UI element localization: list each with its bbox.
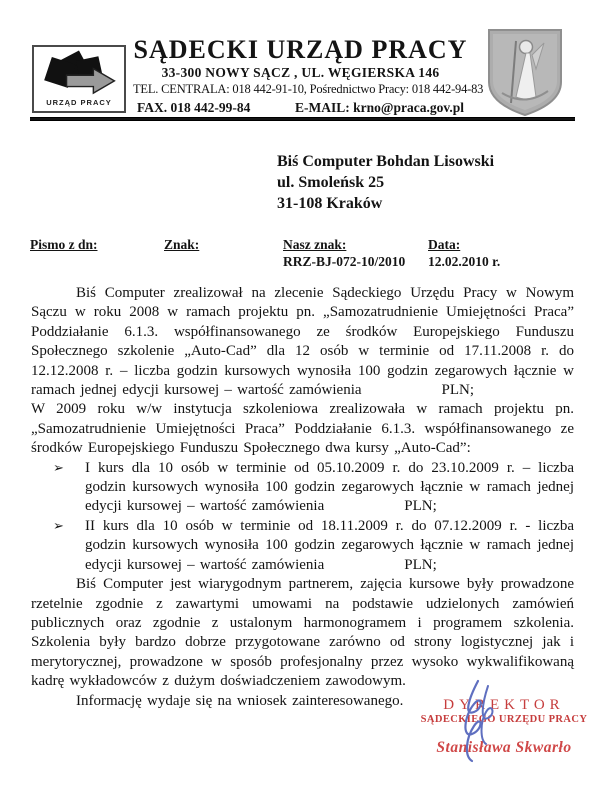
org-email: E-MAIL: krno@praca.gov.pl [295, 100, 464, 115]
paragraph-2008-text: Biś Computer zrealizował na zlecenie Sądeckiego Urzędu Pracy w Nowym Sączu w roku 2008 w ramach projektu pn. „Samozatrudnienie Umiejętności Praca” Poddziałanie 6.1.3. współfinansowanego ze środków Europejskiego Funduszu Społecznego szkolenie „Auto-Cad” dla 12 osób w terminie od 17.11.2008 r. do 12.12.2008 r. – liczba godzin kursowych wynosiła 100 godzin zegarowych łącznie w ramach jednej edycji kursowej – wartość zamówienia [31, 285, 574, 399]
ref-their-sign [164, 237, 199, 253]
list-item-course-1 [31, 459, 574, 517]
org-address: 33-300 NOWY SĄCZ , UL. WĘGIERSKA 146 [161, 65, 440, 80]
ref-date-value: 12.02.2010 r. [428, 254, 501, 269]
arrow-bullet-icon: ➢ [53, 460, 64, 476]
org-name: SĄDECKI URZĄD PRACY [133, 35, 468, 64]
recipient-street: ul. Smoleńsk 25 [277, 174, 385, 191]
director-name: Stanisława Skwarło [436, 739, 572, 756]
paragraph-2008-pln: PLN; [441, 382, 475, 399]
city-crest-icon [486, 27, 564, 117]
paragraph-closing: Informację wydaje się na wniosek zainteresowanego. [76, 692, 404, 709]
paragraph-2009-intro: W 2009 roku w/w instytucja szkoleniowa zrealizowała w ramach projektu pn. „Samozatrudnienie Umiejętności Praca” Poddziałanie 6.1.3. współfinansowanego ze środków Europejskiego Funduszu Społecznego dwa kursy „Auto-Cad”: [31, 401, 574, 457]
list-item-course-2 [31, 517, 574, 575]
urzad-pracy-logo-caption: URZĄD PRACY [46, 98, 112, 107]
arrow-bullet-icon: ➢ [53, 518, 64, 534]
stamp-subtitle: SĄDECKIEGO URZĘDU PRACY [420, 714, 588, 725]
org-fax: FAX. 018 442-99-84 [137, 100, 251, 115]
course-1-pln: PLN; [404, 498, 437, 515]
ref-date [428, 237, 500, 270]
letter-body [31, 284, 574, 711]
urzad-pracy-logo [32, 45, 126, 113]
org-fax-email-line [133, 99, 468, 116]
ref-our-sign [283, 237, 405, 270]
paragraph-recommendation: Biś Computer jest wiarygodnym partnerem, zajęcia kursowe były prowadzone rzetelnie zgodnie z zawartymi umowami na podstawie udzielonych zamówień publicznych oraz zgodnie z ustalonym harmonogramem i programem szkolenia. Szkolenia były bardzo dobrze przygotowane zarówno od strony logistycznej jak i merytorycznej, prowadzone w sposób profesjonalny przez wysoko wykwalifikowaną kadrę wykładowców z dużym doświadczeniem zawodowym. [31, 576, 574, 690]
course-2-text: II kurs dla 10 osób w terminie od 18.11.2009 r. do 07.12.2009 r. - liczba godzin kursowych wynosiła 100 godzin zegarowych łącznie w ramach jednej edycji kursowej – wartość zamówienia [85, 517, 574, 573]
recipient-address [277, 151, 494, 214]
org-phone-line: TEL. CENTRALA: 018 442-91-10, Pośrednictwo Pracy: 018 442-94-83 [133, 82, 484, 96]
ref-our-sign-value: RRZ-BJ-072-10/2010 [283, 254, 406, 269]
ref-date-label: Data: [428, 237, 461, 252]
ref-letter-date [30, 237, 98, 253]
course-list [31, 459, 574, 575]
ref-their-sign-label: Znak: [164, 237, 200, 252]
handwritten-signature [448, 678, 508, 764]
course-2-pln: PLN; [404, 556, 437, 573]
stamp-title: DYREKTOR [443, 697, 565, 713]
letterhead [133, 35, 484, 116]
course-1-text: I kurs dla 10 osób w terminie od 05.10.2009 r. do 23.10.2009 r. – liczba godzin kursowych wynosiła 100 godzin zegarowych łącznie w ramach jednej edycji kursowej – wartość zamówienia [85, 459, 574, 515]
ref-our-sign-label: Nasz znak: [283, 237, 347, 252]
recipient-name: Biś Computer Bohdan Lisowski [277, 153, 495, 170]
paragraph-2008-project [31, 284, 574, 400]
ref-letter-date-label: Pismo z dn: [30, 237, 98, 252]
header-divider [30, 117, 575, 121]
recipient-city: 31-108 Kraków [277, 195, 383, 212]
